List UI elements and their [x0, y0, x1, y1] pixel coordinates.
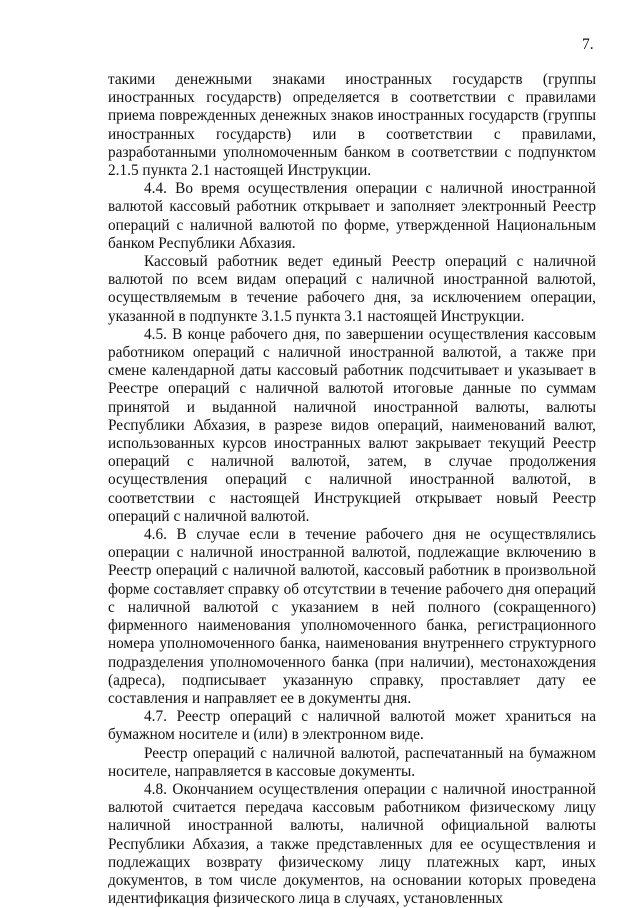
paragraph-continuation: такими денежными знаками иностранных государств (группы иностранных государств) определяется в соответствии с правилами приема поврежденных денежных знаков иностранных государств (группы иностранных государств) или в соответствии с правилами, разработанными уполномоченным банком в соответствии с подпунктом 2.1.5 пункта 2.1 настоящей Инструкции. — [108, 71, 596, 180]
paragraph-4-8: 4.8. Окончанием осуществления операции с наличной иностранной валютой считается передача кассовым работником физическому лицу наличной иностранной валюты, наличной официальной валюты Республики Абхазия, а также представленных для ее осуществления и подлежащих возврату физическому лицу платежных карт, иных документов, в том числе документов, на основании которых проведена идентификация физического лица в случаях, установленных — [108, 780, 596, 908]
paragraph-4-7: 4.7. Реестр операций с наличной валютой может храниться на бумажном носителе и (или) в электронном виде. — [108, 708, 596, 744]
page-number: 7. — [582, 36, 594, 53]
document-body — [108, 71, 596, 908]
paragraph-4-4: 4.4. Во время осуществления операции с наличной иностранной валютой кассовый работник открывает и заполняет электронный Реестр операций с наличной валютой по форме, утвержденной Национальным банком Республики Абхазия. — [108, 180, 596, 252]
paragraph-4-7-continued: Реестр операций с наличной валютой, распечатанный на бумажном носителе, направляется в кассовые документы. — [108, 744, 596, 780]
paragraph-4-6: 4.6. В случае если в течение рабочего дня не осуществлялись операции с наличной иностранной валютой, подлежащие включению в Реестр операций с наличной валютой, кассовый работник в произвольной форме составляет справку об отсутствии в течение рабочего дня операций с наличной валютой с указанием в ней полного (сокращенного) фирменного наименования уполномоченного банка, регистрационного номера уполномоченного банка, наименования внутреннего структурного подразделения уполномоченного банка (при наличии), местонахождения (адреса), подписывает указанную справку, проставляет дату ее составления и направляет ее в документы дня. — [108, 526, 596, 707]
paragraph-4-5: 4.5. В конце рабочего дня, по завершении осуществления кассовым работником операций с наличной иностранной валютой, а также при смене календарной даты кассовый работник подсчитывает и указывает в Реестре операций с наличной валютой итоговые данные по суммам принятой и выданной наличной иностранной валюты, валюты Республики Абхазия, в разрезе видов операций, наименований валют, использованных курсов иностранных валют закрывает текущий Реестр операций с наличной валютой, затем, в случае продолжения осуществления операций с наличной иностранной валютой, в соответствии с настоящей Инструкцией открывает новый Реестр операций с наличной валютой. — [108, 325, 596, 525]
paragraph-4-4-continued: Кассовый работник ведет единый Реестр операций с наличной валютой по всем видам операций с наличной иностранной валютой, осуществляемым в течение рабочего дня, за исключением операции, указанной в подпункте 3.1.5 пункта 3.1 настоящей Инструкции. — [108, 253, 596, 325]
